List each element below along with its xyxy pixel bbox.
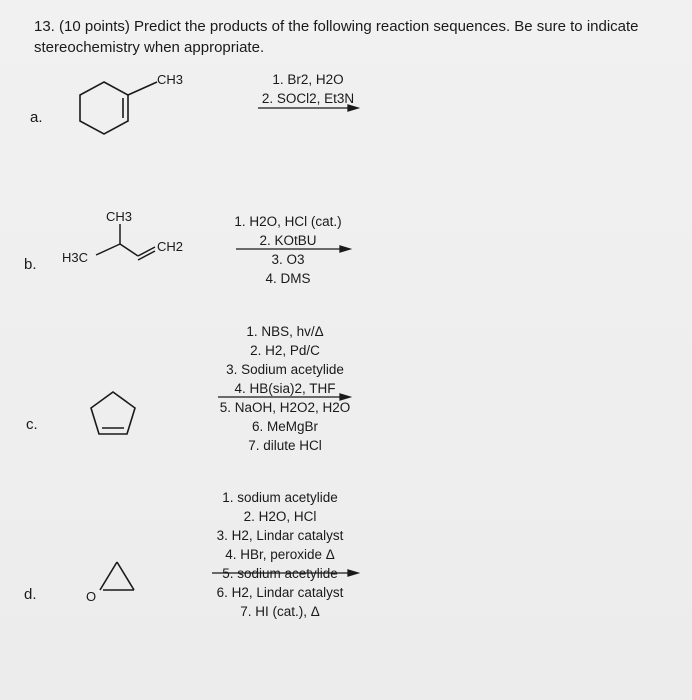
reagent-c-7: 7. dilute HCl (248, 438, 322, 453)
reagent-c-2: 2. H2, Pd/C (250, 343, 320, 358)
reagent-d-5: 5. sodium acetylide (222, 566, 338, 581)
part-label-d: d. (24, 586, 37, 603)
reagent-b-3: 3. O3 (271, 252, 305, 267)
reagent-d-4: 4. HBr, peroxide Δ (225, 547, 335, 562)
reagent-b-1: 1. H2O, HCl (cat.) (234, 214, 342, 229)
methyl-group-top-b: CH3 (106, 209, 133, 224)
reagent-d-3: 3. H2, Lindar catalyst (216, 528, 344, 543)
reagent-d-2: 2. H2O, HCl (243, 509, 317, 524)
reagent-c-4: 4. HB(sia)2, THF (234, 381, 336, 396)
epoxide-structure (100, 562, 134, 590)
cyclohexene-structure (80, 82, 157, 134)
reagent-c-1: 1. NBS, hv/Δ (246, 324, 324, 339)
reagent-a-2: 2. SOCl2, Et3N (261, 91, 355, 106)
reagents-c (205, 322, 365, 455)
reagent-d-6: 6. H2, Lindar catalyst (216, 585, 344, 600)
reagents-a (238, 70, 378, 108)
alkene-structure (96, 224, 155, 260)
question-text-cont: stereochemistry when appropriate. (34, 39, 265, 56)
cyclopentene-structure (91, 392, 135, 434)
methyl-group-a: CH3 (157, 72, 184, 87)
reagent-b-4: 4. DMS (265, 271, 311, 286)
reagent-b-2: 2. KOtBU (259, 233, 317, 248)
methylene-group-b: CH2 (157, 239, 184, 254)
reagents-d (195, 488, 365, 621)
methyl-group-left-b: H3C (62, 250, 89, 265)
question-text: 13. (10 points) Predict the products of the following reaction sequences. Be sure to indicate (34, 18, 639, 35)
epoxide-oxygen: O (86, 589, 97, 604)
reagent-d-1: 1. sodium acetylide (222, 490, 338, 505)
reagent-c-5: 5. NaOH, H2O2, H2O (219, 400, 351, 415)
reagent-a-1: 1. Br2, H2O (272, 72, 344, 87)
reagent-c-3: 3. Sodium acetylide (226, 362, 344, 377)
part-label-b: b. (24, 256, 37, 273)
reagent-d-7: 7. HI (cat.), Δ (240, 604, 320, 619)
part-label-c: c. (26, 416, 38, 433)
part-label-a: a. (30, 109, 43, 126)
reagents-b (224, 212, 352, 288)
reagent-c-6: 6. MeMgBr (251, 419, 319, 434)
